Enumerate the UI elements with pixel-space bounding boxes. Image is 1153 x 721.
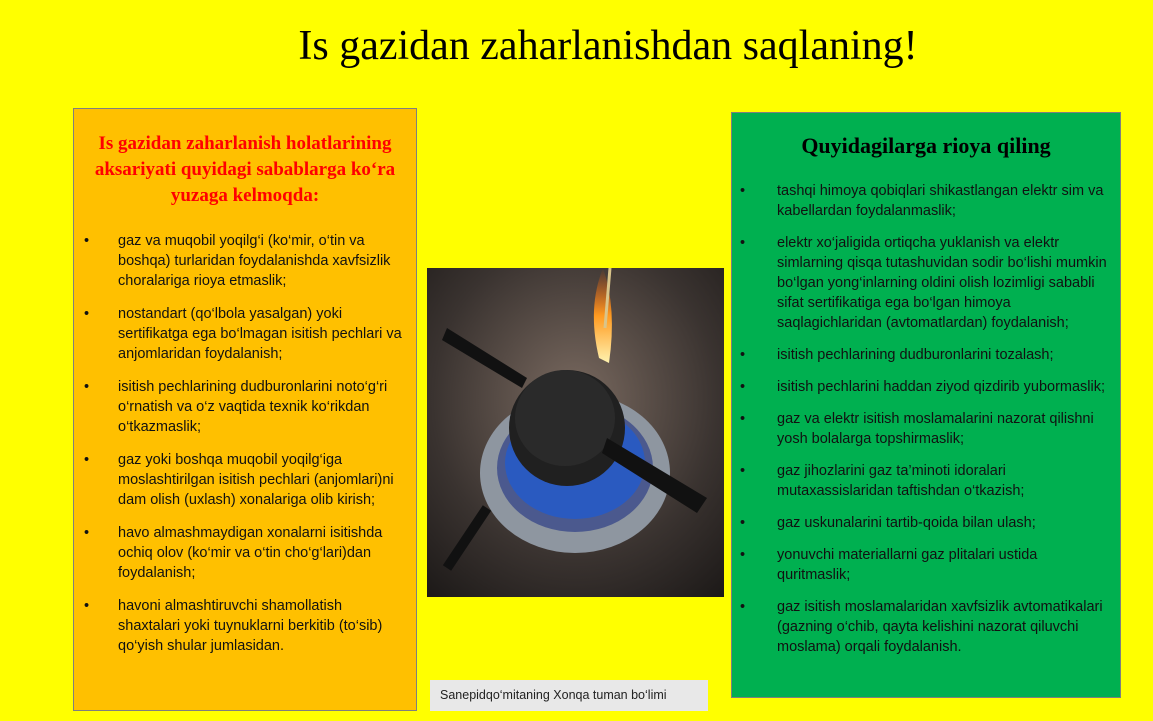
list-item: • havo almashmaydigan xonalarni isitishda ochiq olov (ko‘mir va o‘tin cho‘g‘lari)dan foydalanish; — [84, 525, 383, 581]
list-item: • yonuvchi materiallarni gaz plitalari ustida quritmaslik; — [740, 547, 1038, 583]
list-item: • isitish pechlarining dudburonlarini tozalash; — [740, 347, 1054, 363]
guidelines-heading: Quyidagilarga rioya qiling — [801, 133, 1051, 158]
causes-list — [74, 231, 416, 656]
bullet-icon: • — [740, 547, 746, 563]
list-item: • gaz jihozlarini gaz ta’minoti idoralari mutaxassislaridan taftishdan o‘tkazish; — [740, 463, 1025, 499]
list-item: • tashqi himoya qobiqlari shikastlangan elektr sim va kabellardan foydalanmaslik; — [740, 183, 1104, 219]
bullet-icon: • — [740, 235, 746, 251]
list-item: • havoni almashtiruvchi shamollatish shaxtalari yoki tuynuklarni berkitib (to‘sib) qo‘yish shular jumlasidan. — [84, 598, 383, 654]
bullet-icon: • — [84, 525, 90, 541]
bullet-icon: • — [740, 515, 746, 531]
list-item: • nostandart (qo‘lbola yasalgan) yoki sertifikatga ega bo‘lmagan isitish pechlari va anjomlaridan foydalanish; — [84, 306, 402, 362]
bullet-icon: • — [740, 183, 746, 199]
list-item: • gaz yoki boshqa muqobil yoqilg‘iga moslashtirilgan isitish pechlari (anjomlari)ni dam olish (uxlash) xonalariga olib kirish; — [84, 452, 394, 508]
bullet-icon: • — [84, 233, 90, 249]
guidelines-panel — [731, 112, 1121, 698]
bullet-icon: • — [84, 379, 90, 395]
bullet-icon: • — [740, 411, 746, 427]
list-item: • isitish pechlarining dudburonlarini noto‘g‘ri o‘rnatish va o‘z vaqtida texnik ko‘rikdan o‘tkazmaslik; — [84, 379, 388, 435]
bullet-icon: • — [740, 379, 746, 395]
bullet-icon: • — [84, 452, 90, 468]
list-item: • isitish pechlarini haddan ziyod qizdirib yubormaslik; — [740, 379, 1106, 395]
list-item: • gaz isitish moslamalaridan xavfsizlik avtomatikalari (gazning o‘chib, qayta kelishini nazorat qiluvchi moslama) orqali foydalanish. — [740, 599, 1103, 655]
bullet-icon: • — [740, 463, 746, 479]
gas-burner-photo — [427, 268, 724, 597]
causes-heading: Is gazidan zaharlanish holatlarining aksariyati quyidagi sabablarga ko‘ra yuzaga kelmoqda: — [94, 133, 396, 206]
list-item: • gaz uskunalarini tartib-qoida bilan ulash; — [740, 515, 1036, 531]
list-item: • gaz va elektr isitish moslamalarini nazorat qilishni yosh bolalarga topshirmaslik; — [740, 411, 1094, 447]
causes-panel — [73, 108, 417, 711]
bullet-icon: • — [84, 306, 90, 322]
footer-caption: Sanepidqo‘mitaning Xonqa tuman bo‘limi — [430, 680, 708, 711]
bullet-icon: • — [740, 599, 746, 615]
page-title: Is gazidan zaharlanishdan saqlaning! — [298, 23, 918, 69]
bullet-icon: • — [84, 598, 90, 614]
guidelines-list — [732, 181, 1120, 657]
list-item: • elektr xo‘jaligida ortiqcha yuklanish va elektr simlarning qisqa tutashuvidan sodir bo‘lishi mumkin bo‘lgan yong‘inlarning oldini olish lozimligi sababli sifat sertifikatiga ega bo‘lgan himoya saqlagichlaridan (avtomatlardan) foydalanish; — [740, 235, 1107, 331]
bullet-icon: • — [740, 347, 746, 363]
list-item: • gaz va muqobil yoqilg‘i (ko‘mir, o‘tin va boshqa) turlaridan foydalanishda xavfsizlik choralariga rioya etmaslik; — [84, 233, 391, 289]
